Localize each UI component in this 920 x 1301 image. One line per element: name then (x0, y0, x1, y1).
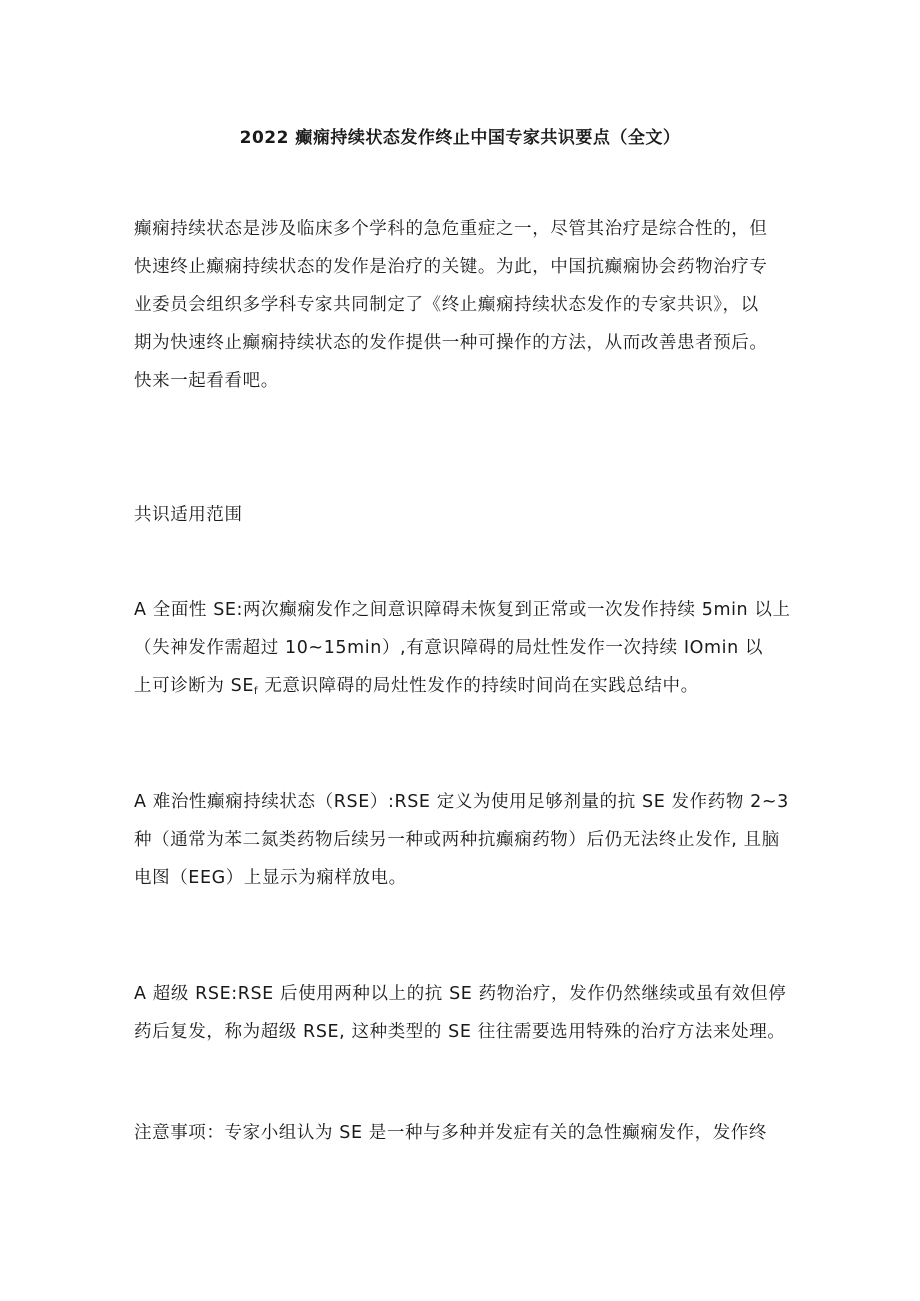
paragraph-line: A 超级 RSE:RSE 后使用两种以上的抗 SE 药物治疗，发作仍然继续或虽有效但停 (134, 984, 787, 1004)
paragraph-line: 癫痫持续状态是涉及临床多个学科的急危重症之一，尽管其治疗是综合性的，但 (134, 219, 768, 239)
paragraph-line: 期为快速终止癫痫持续状态的发作提供一种可操作的方法，从而改善患者预后。 (134, 333, 768, 353)
section-heading-text: 共识适用范围 (134, 505, 243, 525)
paragraph-line: 快速终止癫痫持续状态的发作是治疗的关键。为此，中国抗癫痫协会药物治疗专 (134, 257, 768, 277)
refractory-se-paragraph (134, 783, 794, 897)
paragraph-line: 电图（EEG）上显示为痫样放电。 (134, 868, 407, 888)
paragraph-line: 药后复发，称为超级 RSE, 这种类型的 SE 往往需要选用特殊的治疗方法来处理。 (134, 1022, 786, 1042)
paragraph-line: 快来一起看看吧。 (134, 371, 279, 391)
paragraph-line: A 全面性 SE:两次癫痫发作之间意识障碍未恢复到正常或一次发作持续 5min 以上 (134, 600, 791, 620)
super-refractory-se-paragraph (134, 975, 794, 1051)
paragraph-line: （失神发作需超过 10~15min）,有意识障碍的局灶性发作一次持续 IOmin 以 (134, 638, 764, 658)
line-text-before-subscript: 上可诊断为 SE (134, 676, 255, 696)
intro-paragraph (134, 210, 794, 400)
line-text-after-subscript: 无意识障碍的局灶性发作的持续时间尚在实践总结中。 (258, 676, 699, 696)
paragraph-line: 注意事项：专家小组认为 SE 是一种与多种并发症有关的急性癫痫发作，发作终 (134, 1123, 767, 1143)
paragraph-line: 种（通常为苯二氮类药物后续另一种或两种抗癫痫药物）后仍无法终止发作, 且脑 (134, 830, 780, 850)
paragraph-line: A 难治性癫痫持续状态（RSE）:RSE 定义为使用足够剂量的抗 SE 发作药物 2~3 (134, 792, 789, 812)
notes-paragraph (134, 1114, 794, 1152)
subscript-text: f (254, 686, 259, 697)
document-title: 2022 癫痫持续状态发作终止中国专家共识要点（全文） (239, 128, 681, 148)
generalized-se-paragraph (134, 591, 794, 711)
paragraph-line: 业委员会组织多学科专家共同制定了《终止癫痫持续状态发作的专家共识》，以 (134, 295, 759, 315)
paragraph-line (134, 667, 794, 711)
section-heading (134, 496, 794, 534)
